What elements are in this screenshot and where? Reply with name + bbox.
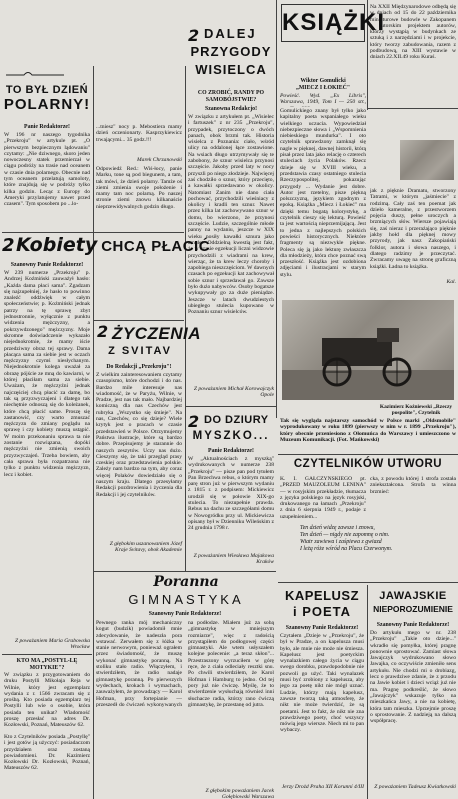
salutation: Do Redakcji „Przekroju"! <box>106 364 172 370</box>
column-rule <box>185 66 186 571</box>
headline-dzury-1: DO DZIURY <box>204 414 269 426</box>
salutation: Szanowny Panie Redaktorze! <box>10 262 84 268</box>
photo-credit: Kazimierz Koźniewski „Rzeczy pospolite", Czytelnik <box>379 404 453 416</box>
signature: Z poważaniem Michał Korowajczyk Opole <box>193 386 274 399</box>
signature: Z poważaniem Wiesława Majakowa Kraków <box>193 553 274 566</box>
review-body: Gomulickiego znany był tylko jako kapitalny poeta wspaniałego wieku wielkiego uczucia. Wypowiedział niebezpieczne słowa i „Wspomnienia niebieskiego mundurka". I oto czytelnik sprawdzony zamknął się nagle w pięknej, dawnej historii, którą pisał przez lata jako relację o czterech stuleciach życia Polaków. Rzecz dzieje się w XVIII wieku, a przedstawia czasy ostatniego stulecia Rzeczypospolitej, pokazując przygody ... Wydanie jest dobre. Autor jest rzetelny, pisze piękną polszczyzną, językiem zgodnym z epoką. Książka „Miecz i Łokieć" ma dzięki temu bogatą kolorystykę, a czytelnik cieszy się lekturą. Powieść ta jest wartością nieprzemijającą. Jest to jedna z najlepszych polskich powieści historycznych. Niektóre fragmenty są niezwykle piękne. Poleca się ją jako lekturę zwłaszcza dla młodzieży, która chce poznać swą przeszłość. Książka jest ozdobiona zdjęciami i ilustracjami w starym stylu. <box>280 108 366 278</box>
headline-przygody-2: PRZYGODY <box>190 44 272 59</box>
salutation: Szanowny Panie Redaktorze! <box>376 622 450 628</box>
headline-poranna-1: Poranna <box>153 574 219 590</box>
poem-line: I leżą róże wśród na Placu Czerwonym. <box>300 546 393 552</box>
signature: Z poważaniem Maria Grabowska Wrocław <box>14 638 90 651</box>
section-rule <box>368 108 458 109</box>
salutation: Panie Redaktorze! <box>208 448 254 454</box>
headline-poranna-2: GIMNASTYKA <box>128 592 244 607</box>
signature: Z głębokim uszanowaniem Józef Kraje Svitavy, obok Akademie <box>109 541 182 554</box>
article-question: CO ZROBIĆ, RANDY PO SAMOBÓJSTWIE? <box>197 90 265 103</box>
letter-number-icon: 2 <box>188 26 200 45</box>
article-body: W związku z przygotowaniem do druku Postylli Mikołaja Reja w Wilnie, który jest egzemplarz wydania z r. 1566 zwracam się z prośbą. Kto posiada egzemplarz tej Postylli lub wie o osobie, która posiada ten unikat? Wiadomość proszę przesłać na adres Dr. Kozłowski, Poznań, Mateuszów 62. <box>4 672 90 729</box>
poem <box>300 525 456 553</box>
salutation: Szanowny Panie Redaktorze! <box>285 625 359 631</box>
headline-kobiety-rest: CHCĄ PŁACIĆ <box>101 238 211 255</box>
section-rule <box>2 232 184 233</box>
headline-polarny-1: TO BYŁ DZIEŃ <box>5 84 89 96</box>
article-body: Kto z Czytelników posiada „Postyllę" i jest gotów ją użyczyć: posiadaczom przydziałem oraz zostaną powiadomieni. Dr. Kazimierz Kozłowski Dr. Kozłowski, Poznań, Mateuszów 62. <box>4 734 90 772</box>
article-body: W „Aktualnościach z myszką" wydrukowanych w numerze 238 „Przekroju" — pisze pan pod tytułem Pan Brzechwa rebus, o którym mamy parę stron już w pierwszym wydaniu z 1815 r. z podpisem: Mickiewicz urodził się w połowie XIX-go stulecia. To niezupełnie prawda. Rebus na dachu ze szczegółami domu w Nowogródku przy ul. Mickiewicza opisany był w Dzienniku Wileńskim z 24 grudnia 1798 r. <box>188 456 274 532</box>
headline-kobiety <box>16 234 211 258</box>
article-body: Na XXII Międzynarodowe odbędą się w dniach od 15 do 22 października miniaturowe budowle w Zakopanem z autorskim projektem autorów, którzy wystąpią w budynkach ze sztuką i z narzędziami i w projekcie, który tworzy zabudowania, razem z podbudową, na XIII wystawie w dniach 22.XII.49 roku Kuraś. <box>370 4 456 61</box>
salutation: Szanowna Redakcjo! <box>204 106 257 112</box>
headline-kapelusz-1: KAPELUSZ <box>284 588 360 603</box>
headline-kapelusz-2: i POETA <box>292 604 352 619</box>
headline-polarny-2: POLARNY! <box>3 96 91 113</box>
headline-jawajskie-1: JAWAJSKIE <box>379 590 447 602</box>
headline-przygody-3: WISIELCA <box>195 62 267 77</box>
article-body: cka, z powodu której 1 strofa została zniekształcona. Strofa ta winna brzmieć: <box>370 476 456 495</box>
section-rule <box>186 406 276 407</box>
headline-czytelnikow: CZYTELNIKÓW UTWORU <box>293 458 443 470</box>
signature: Z poważaniem Tadeusz Kwiatkowski <box>374 784 456 790</box>
photo-thumbnail <box>400 140 454 180</box>
article-body: Z wielkim zainteresowaniem czytamy czasopismo, które dochodzi i do nas. Bardzo mile interesuje nas wiadomość, że w Paryżu, Wilnie, w Pradze, jest nas tak mało. Najbardziej komiczną dla nas Czechów jest rubryka „Wszystko się śmieje". Na nas, Czechów, co się dzieje? Wiele krytyk jest o pracach w czasie przedstawień w Polsce. Otrzymujemy Państwa ilustracje, które są bardzo dobre. Przepisujemy je starannie do naszych zeszytów. Uczy nas dużo. Cieszymy się, że taki przegląd prasy czeskiej oraz przedstawienia polskie. Zależy nam bardzo na tym, aby coraz więcej Polaków dowiedziało się o naszym kraju. Dlatego przesyłamy Redakcji pozdrowienia i życzenia dla Redakcji i jej czytelników. <box>96 372 182 498</box>
article-body: Pewnego ranka mój mechaniczny kogut (budzik) powiadomił mnie zdecydowanie, że nadeszła pora wstawać. Zerwałem się z łóżka w stanie nerwowym, ponieważ ograłem przez świadomość, że muszę wykonać gimnastykę poranną. Na stoliku stało radio. Włączyłem, i stwierdziłem, że radio nadaje gimnastykę poranną. Po pierwszych wydechach, krokach i wymachach, zauważyłem, że prowadzący — Karol Hofman, przy fortepianie — przeszedł do ćwiczeń wykonywanych na podłodze. Miałem już za sobą „gimnastykę w mniejszym rozmiarze", więc z radością przystąpiłem do podłogowej części gimnastyki. Ale wtem usłyszałem kolejne polecenie: „a teraz skłon"... Przestraszony wyrzuciłem w górę ręce, że z ciała odleciały resztki snu. Po chwili stwierdziłem, że Karol Hofman i Hamburg to jedno. Od tej pory już nie ćwiczę. Myślę, że to stwierdzenie wysłuchają również inni słuchacze radia, którzy rano ćwiczą gimnastykę, że przestanę od jutra. <box>96 620 274 708</box>
letter-number-icon: 2 <box>97 322 109 341</box>
section-title-ksiazki: KSIĄŻKI <box>281 4 365 42</box>
vintage-car-photo <box>282 300 454 400</box>
article-body: Czytałem „Dzieje w „Przekroju", że był w Pradze, a on kapelusza musi było, ale mnie nie może nie śmiesza. Kapelusz jest poetyckim wynalazkiem całego życia w ciągu swego dorobku, prawdopodobnie nie pozwoli go użyć. Taki wynalazek musi być zrobiony z kapelusza, aby jego za poetę nikt nie mógł uznać. Ludzie, którzy mają kapelusz, zawsze tworzą taką atmosferę, że nikt nie może twierdzić, że są poetami. Jest to fakt, że nikt nie zna prawdziwego poety, choć wszyscy mówią jego wiersze. Niech mi to pan wybaczy. <box>280 633 364 734</box>
signature: Z głębokim poważaniem Jacek Gołębiowski Warszawa <box>205 788 274 799</box>
headline-zyczenia-2: Z SVITAV <box>108 345 172 357</box>
salutation: Szanowny Panie Redaktorze! <box>148 611 222 617</box>
letter-number-icon: 2 <box>188 412 200 431</box>
review-author: Wiktor Gomulicki <box>300 78 346 84</box>
section-rule <box>94 571 276 572</box>
review-meta: Powieść. Wyd. „Ex Libris", Warszawa, 1949, Tom I — 250 str., <box>280 93 366 106</box>
article-body: K. I. GAŁCZYŃSKIEGO pt. „PRZED MAUZOLEUM LENINA" — w rosyjskim przekładzie, tłumacza z języka polskiego na język rosyjski, drukowanego na łamach „Przekroju" z dnia 6 sierpnia 1949 r., podaje z uzupełnieniem... <box>280 476 366 520</box>
signature: Marek Chrzanowski <box>136 157 182 163</box>
article-heading: KTO MA „POSTYL-LĘ MOTYKIE"? <box>16 658 78 671</box>
section-rule <box>94 320 184 321</box>
column-rule <box>276 0 277 418</box>
ornament-icon <box>4 69 92 77</box>
photo-caption: Tak się wygląda najstarszy samochód w Polsce marki „Oldsmobile" wyprodukowany w roku 1899 (pierwszy w nim w r. 1899 „Przekroju"), który obecnie przeniesiono z Ołomuńca do Warszawy i umieszczono w Muzeum Komunikacji. (Fot. Mańkowski) <box>280 418 456 443</box>
section-rule <box>278 454 458 455</box>
salutation: Panie Redaktorze! <box>24 124 70 130</box>
article-body: W 196 nr naszego tygodnika „Przekroju" w artykule pt. „O pierwszym bezpiecznym lądowaniu" czytamy: „Nie dziwnego, skoro jeden nowoczesny statek przemierzał w ciągu podróży na trasie nad oceanem w czasie dnia polarnego. Obecnie nad tym oceanem przelatują samoloty, które znajdują się w podróży tylko kilka godzin. Lecąc z Europy do Ameryki przylatujemy nawet przed czasem". Tym sposobem po ...lo- <box>4 132 90 208</box>
poem-line: Wiatr zawiewa i zaśpiewa z gwiazd <box>300 539 382 545</box>
headline-kobiety-word: Kobiety <box>16 234 98 256</box>
column-rule <box>367 585 368 799</box>
signature: Jerzy Drożd Praha XII Korunní 4/III <box>281 784 364 790</box>
headline-zyczenia-1: ŻYCZENIA <box>112 324 201 343</box>
article-body: ...tniesz" nocy p. Mebostiera mamy dzień oczenionarty. Kasprzykiewicz trwającymi... 35 godz.!!! <box>96 124 182 143</box>
poem-line: Ten dzień widzę zawsze i znowu, <box>300 525 375 531</box>
article-body: jak z pięknie Dramatu, stworzony Tatrami, w którym „jaśmiecie" z rodzimą. Cały zaś ten poemat jak dzieło kameralne, z przestworzem pojęcia duszy, pełne uroczych a brzmiących słów. Wiersze pojawiają się, zaś nieraz i przerażająco pięknie jakby hołd dla pięknej mowy przyrody, jak nasz Zakopiański folklor, autora i słowa naszego, i dlatego radzimy je przeczytać. Zwracamy uwagę na stronę graficzną książki. Ładna to książka. <box>370 188 456 270</box>
column-rule <box>93 66 94 799</box>
headline-flourish <box>4 64 92 72</box>
editor-reply: Odpowiedź Red.: Wiś-łocy, panie Marku, tone są pod biegunem, a tam, tak mówi, że dzień polarny. Tamże oś ziemi zmienia swoje położenie i mamy tam noc polarną. Po naszej stronie ziemi znowu kilkanaście nieprzewidywalnych godzin długo. <box>96 166 182 210</box>
car-illustration-icon <box>282 300 454 400</box>
article-body: Do artykułu mego w nr. 238 „Przekroju" „Takie oto dzieje..." wkradło się pomyłka, której pragnę ponownie sprostować. Zamiast słowa Jawajczyk wydrukowano słowo Jawajka, co oczywiście zmieniło sens artykułu. Nie chodzi mi o drobiazg, lecz o prawdziwe zdanie, że z przodu na Jawie kobiet i dzieci wciąż już nie ma. Pragnę podkreślić, że słowo „Jawajczyk" wskazuje tylko na mieszkańca Jawy, a nie na kobietę, która tam mieszka. Uprzejmie proszę o sprostowanie. Z nadzieją na dalszą współpracę. <box>370 630 456 725</box>
poem-line: Ten dzień — nigdy nie zapomnę o nim. <box>300 532 390 538</box>
article-body: W związku z artykułem pt. „Wisielec i fartuszek" z nr 235 „Przekroju", przypadek, przytoczony o dwóch panach, obok brzmi tak. Historia wisielca z Poznania: ciało, wśród ulicy na oddalonej łące zostawione. Na wsiach długo utrzymywały się te zabobony, że sznur wisielca przynosi szczęście. Jakoby przed laty w nocy przyszli po niego złodzieje. Najwięcej zaś chodziło o sznur, który przecięto, a kawałki sprzedawano w okolicy. Natomiast Zanim nie dano ciała pochować, przychodzili wieśniacy z okolicy i kradli ten sznur. Nawet przez kilka lat zachowywano sznur w domu, bo wierzono, że przynosi szczęście. Ludzie, szczególnie młode panny na wydaniu, jeszcze w XIX wieku nosiły kawałki sznura jako amulet. Oddzielną kwestią jest fakt, że w czasie egzekucji liczni widzowie przychodzili z wiadrami na krew, wierząc, że ta krew leczy choroby i zapobiega nieszczęściom. W dawnych czasach po egzekucji kat zachowywał sobie sznur i sprzedawał go. Zawsze było dużo nabywców. Osoby bogatsze wykupywały go za duże pieniądze. Jeszcze w latach dwudziestych ubiegłego stulecia kupowano w Poznaniu sznur wisielców. <box>188 114 274 316</box>
headline-jawajskie-2: NIEPOROZUMIENIE <box>373 604 453 614</box>
signature: Kal. <box>446 279 456 285</box>
headline-dzury-2: MYSZKO... <box>192 430 270 442</box>
section-rule <box>278 582 458 583</box>
headline-przygody-1: DALEJ <box>204 26 257 41</box>
section-rule <box>2 654 92 655</box>
letter-number-icon: 2 <box>2 235 15 256</box>
article-body: W 239 numerze „Przekroju" p. Andrzej Koźmiński zauważył hasło: „Każda dama płaci sama". Zgadzam się najzupełniej, że hasło to powinno znaleźć oddźwięk w całym społeczeństwie; p. Koźmiński jednak patrzy na tę sprawę zbyt jednostronnie, wyłącznie z punktu widzenia mężczyzny, a pokrzywdzonego" mężczyzny. Moje skromne doświadczenie wykazało niejednokrotnie, że mamy iście przedziwny obraz tej sprawy. Dama płacąca sama za siebie jest w oczach mężczyzny czymś niesłychanym. Niejednokrotnie kolega uważał za obrazę pójście ze mną do kawiarni, w której płaciłam sama za siebie. Uważam, że mężczyźni jednak najczęściej chcą płacić za damę, bo tak są przyzwyczajeni i dlatego tak niechętnie odnoszą się do koleżanek, które chcą płacić same. Proszę się zastanowić, czy warto zmuszać mężczyzn do zmiany poglądu na sprawę i czy kobiety muszą ustąpić. W moim przekonaniu sprawa ta nie zostanie rozwiązana, dopóki mężczyźni nie zmienią swoich przyzwyczajeń. Trzeba bowiem, aby cała sprawa była rozpatrzona nie tylko z punktu widzenia mężczyzn, lecz i kobiet. <box>4 270 90 478</box>
review-title: „MIECZ I ŁOKIEĆ" <box>295 85 351 91</box>
